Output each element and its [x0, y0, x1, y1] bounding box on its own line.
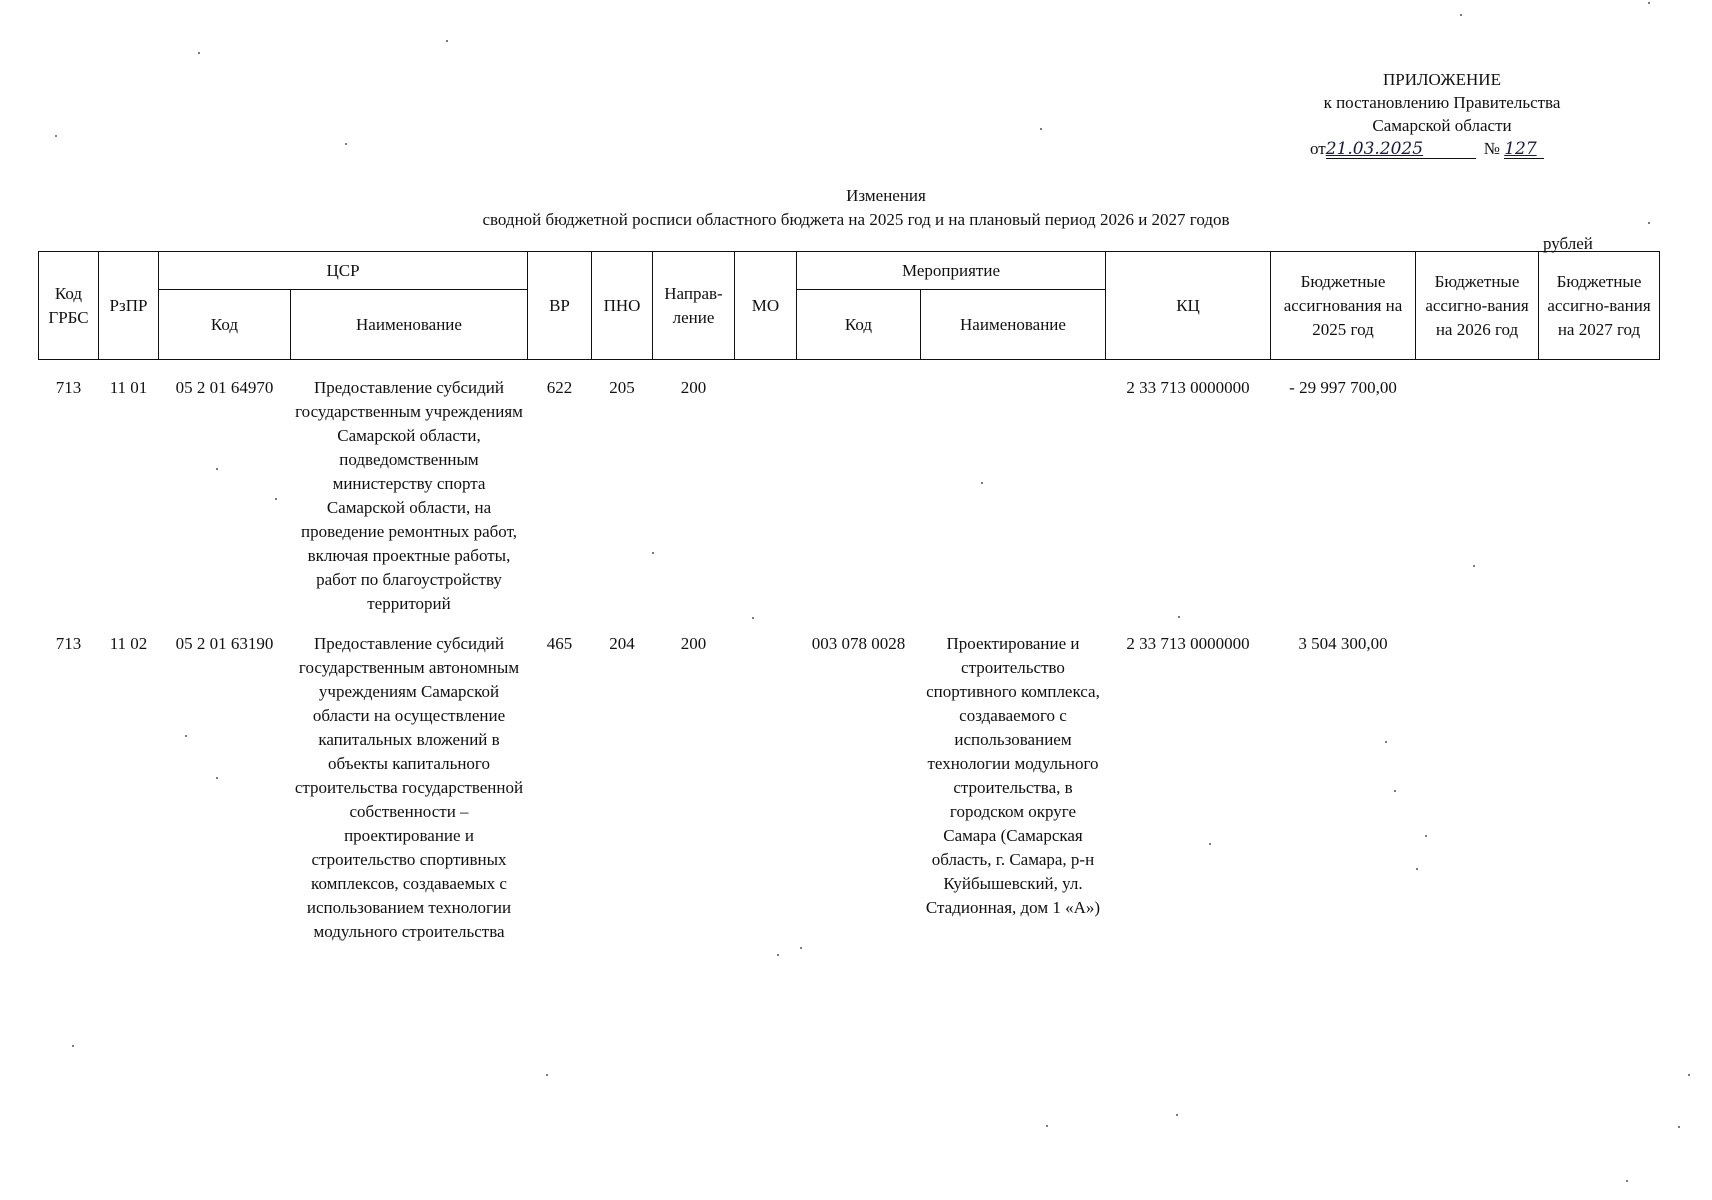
number-value: 127: [1504, 140, 1544, 159]
title-line-1: Изменения: [846, 186, 926, 205]
cell-ba-2026: [1416, 360, 1539, 617]
cell-pno: 205: [609, 378, 635, 397]
cell-vr: 622: [546, 378, 573, 397]
table-body: [39, 360, 1660, 945]
col-pno: ПНО: [592, 252, 653, 360]
col-ba-2026: Бюджетные ассигно-вания на 2026 год: [1416, 252, 1539, 360]
col-vr: ВР: [528, 252, 592, 360]
appendix-stamp: [1292, 68, 1592, 160]
col-kc: КЦ: [1106, 252, 1271, 360]
cell-csr-code: 05 2 01 63190: [175, 634, 274, 653]
col-csr-name: Наименование: [291, 290, 528, 360]
appendix-line-3: Самарской области: [1372, 116, 1512, 135]
col-event-code: Код: [797, 290, 921, 360]
appendix-line-2: к постановлению Правительства: [1323, 93, 1561, 112]
col-ba-2027: Бюджетные ассигно-вания на 2027 год: [1539, 252, 1660, 360]
table-header: [39, 252, 1660, 360]
cell-csr-name: Предоставление субсидий государственным автономным учреждениям Самарской области на осуществление капитальных вложений в объекты капитального строительства государственной собственности – проектирование и строительство спортивных комплексов, создаваемых с использованием технологии модульного строительства: [294, 634, 524, 941]
cell-ba-2025: - 29 997 700,00: [1289, 378, 1397, 397]
document-title: [0, 184, 1712, 232]
table-row: [39, 360, 1660, 617]
date-prefix: от: [1310, 139, 1326, 158]
cell-rzpr: 11 02: [109, 634, 148, 653]
col-grbs: Код ГРБС: [39, 252, 99, 360]
cell-kc: 2 33 713 0000000: [1126, 378, 1250, 397]
cell-event-name: Проектирование и строительство спортивного комплекса, создаваемого с использованием технологии модульного строительства, в городском округе Самара (Самарская область, г. Самара, р-н Куйбышевский, ул. Стадионная, дом 1 «А»): [925, 634, 1101, 917]
cell-event-name: [921, 360, 1106, 617]
cell-direction: 200: [680, 378, 707, 397]
col-event: Мероприятие: [797, 252, 1106, 290]
cell-csr-code: 05 2 01 64970: [175, 378, 274, 397]
col-csr-code: Код: [159, 290, 291, 360]
cell-kc: 2 33 713 0000000: [1126, 634, 1250, 653]
cell-ba-2027: [1539, 616, 1660, 944]
col-direction: Направ-ление: [653, 252, 735, 360]
cell-ba-2026: [1416, 616, 1539, 944]
cell-pno: 204: [609, 634, 635, 653]
table-row: [39, 616, 1660, 944]
col-rzpr: РзПР: [99, 252, 159, 360]
cell-mo: [735, 616, 797, 944]
number-label: №: [1483, 139, 1500, 158]
cell-grbs: 713: [55, 378, 82, 397]
cell-mo: [735, 360, 797, 617]
col-mo: МО: [735, 252, 797, 360]
cell-rzpr: 11 01: [109, 378, 148, 397]
cell-vr: 465: [546, 634, 573, 653]
cell-ba-2027: [1539, 360, 1660, 617]
appendix-title: ПРИЛОЖЕНИЕ: [1383, 70, 1501, 89]
col-csr: ЦСР: [159, 252, 528, 290]
budget-table: [38, 251, 1660, 944]
col-ba-2025: Бюджетные ассигнования на 2025 год: [1271, 252, 1416, 360]
cell-direction: 200: [680, 634, 707, 653]
cell-grbs: 713: [55, 634, 82, 653]
date-value: 21.03.2025: [1326, 140, 1476, 159]
appendix-date-line: [1292, 137, 1592, 160]
col-event-name: Наименование: [921, 290, 1106, 360]
units-label: рублей: [1543, 234, 1593, 253]
cell-ba-2025: 3 504 300,00: [1298, 634, 1388, 653]
cell-event-code: [797, 360, 921, 617]
cell-csr-name: Предоставление субсидий государственным учреждениям Самарской области, подведомственным министерству спорта Самарской области, на проведение ремонтных работ, включая проектные работы, работ по благоустройству территорий: [295, 378, 523, 613]
title-line-2: сводной бюджетной росписи областного бюджета на 2025 год и на плановый период 2026 и 2027 годов: [482, 210, 1230, 229]
cell-event-code: 003 078 0028: [811, 634, 906, 653]
